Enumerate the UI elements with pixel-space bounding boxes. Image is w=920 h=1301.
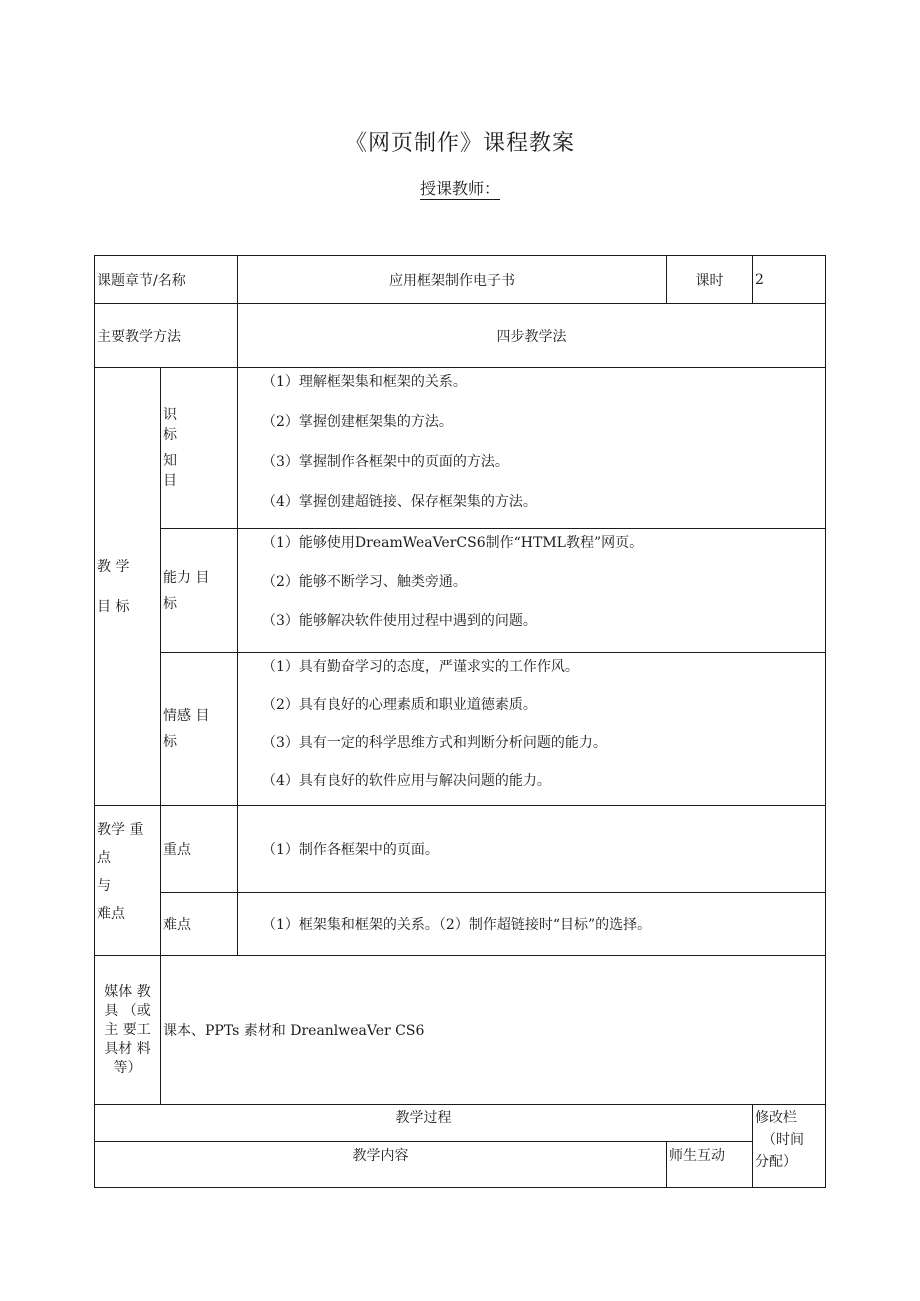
list-item: （1）具有勤奋学习的态度，严谨求实的工作作风。 [262, 659, 579, 675]
method-row [95, 304, 826, 368]
knowledge-label-char: 知 [163, 453, 177, 469]
knowledge-label [161, 368, 238, 529]
teacher-label: 授课教师： [419, 179, 500, 198]
difficulty-text: （1）框架集和框架的关系。（2）制作超链接时“目标”的选择。 [238, 893, 826, 956]
key-point-text: （1）制作各框架中的页面。 [238, 806, 826, 893]
method-value: 四步教学法 [238, 304, 826, 368]
revision-line: 分配） [755, 1154, 797, 1170]
media-label-line: 具材 料 [104, 1040, 151, 1057]
media-label [95, 956, 161, 1105]
ability-label-line: 标 [163, 595, 177, 612]
media-row [95, 956, 826, 1105]
difficulty-label: 难点 [161, 893, 238, 956]
knowledge-label-char: 目 [163, 473, 177, 489]
objectives-group-line2: 目 标 [97, 598, 130, 615]
key-point-label: 重点 [161, 806, 238, 893]
list-item: （1）理解框架集和框架的关系。 [262, 374, 467, 390]
emotion-items [238, 653, 826, 806]
focus-group-line: 教学 重 [97, 822, 144, 838]
revision-line: 修改栏 [755, 1110, 797, 1126]
list-item: （3）能够解决软件使用过程中遇到的问题。 [262, 613, 537, 629]
list-item: （2）掌握创建框架集的方法。 [262, 414, 453, 430]
lesson-plan-table [94, 255, 826, 1188]
ability-label [161, 529, 238, 653]
focus-group-line: 点 [97, 850, 111, 866]
ability-items [238, 529, 826, 653]
media-label-line: 媒体 教 [104, 983, 151, 1000]
list-item: （4）掌握创建超链接、保存框架集的方法。 [262, 494, 537, 510]
topic-row [95, 256, 826, 304]
media-label-line: 具 （或 [104, 1002, 151, 1019]
focus-group-label [95, 806, 161, 956]
process-subheader-row [95, 1142, 826, 1188]
focus-group-line: 难点 [97, 906, 125, 922]
revision-column-label [753, 1105, 826, 1188]
list-item: （3）掌握制作各框架中的页面的方法。 [262, 454, 509, 470]
focus-group-line: 与 [97, 878, 111, 894]
emotion-label-line: 情感 目 [163, 708, 210, 724]
hours-value: 2 [753, 256, 826, 304]
teacher-line [0, 176, 920, 199]
emotion-row [95, 653, 826, 806]
media-label-line: 主 要工 [104, 1021, 151, 1038]
interaction-column-label: 师生互动 [667, 1142, 753, 1188]
knowledge-items [238, 368, 826, 529]
list-item: （4）具有良好的软件应用与解决问题的能力。 [262, 773, 551, 789]
difficulty-row [95, 893, 826, 956]
revision-line: （时间 [762, 1132, 804, 1148]
method-label: 主要教学方法 [95, 304, 238, 368]
objectives-group-line1: 教 学 [97, 558, 130, 575]
list-item: （2）能够不断学习、触类旁通。 [262, 574, 467, 590]
topic-label: 课题章节/名称 [95, 256, 238, 304]
list-item: （3）具有一定的科学思维方式和判断分析问题的能力。 [262, 735, 607, 751]
topic-value: 应用框架制作电子书 [238, 256, 667, 304]
page-title: 《网页制作》课程教案 [344, 131, 575, 156]
ability-label-line: 能力 目 [163, 569, 210, 586]
emotion-label-line: 标 [163, 734, 177, 750]
objectives-group-label [95, 368, 161, 806]
process-header-row [95, 1105, 826, 1142]
knowledge-row [95, 368, 826, 529]
media-label-line: 等） [113, 1059, 142, 1076]
hours-label: 课时 [667, 256, 753, 304]
list-item: （1）能够使用DreamWeaVerCS6制作“HTML教程”网页。 [262, 535, 644, 551]
list-item: （2）具有良好的心理素质和职业道德素质。 [262, 697, 537, 713]
knowledge-label-char: 标 [163, 427, 177, 443]
ability-row [95, 529, 826, 653]
process-header: 教学过程 [95, 1105, 753, 1142]
key-point-row [95, 806, 826, 893]
knowledge-label-char: 识 [163, 407, 177, 423]
media-value: 课本、PPTs 素材和 DreanlweaVer CS6 [161, 956, 826, 1105]
content-column-label: 教学内容 [95, 1142, 667, 1188]
emotion-label [161, 653, 238, 806]
